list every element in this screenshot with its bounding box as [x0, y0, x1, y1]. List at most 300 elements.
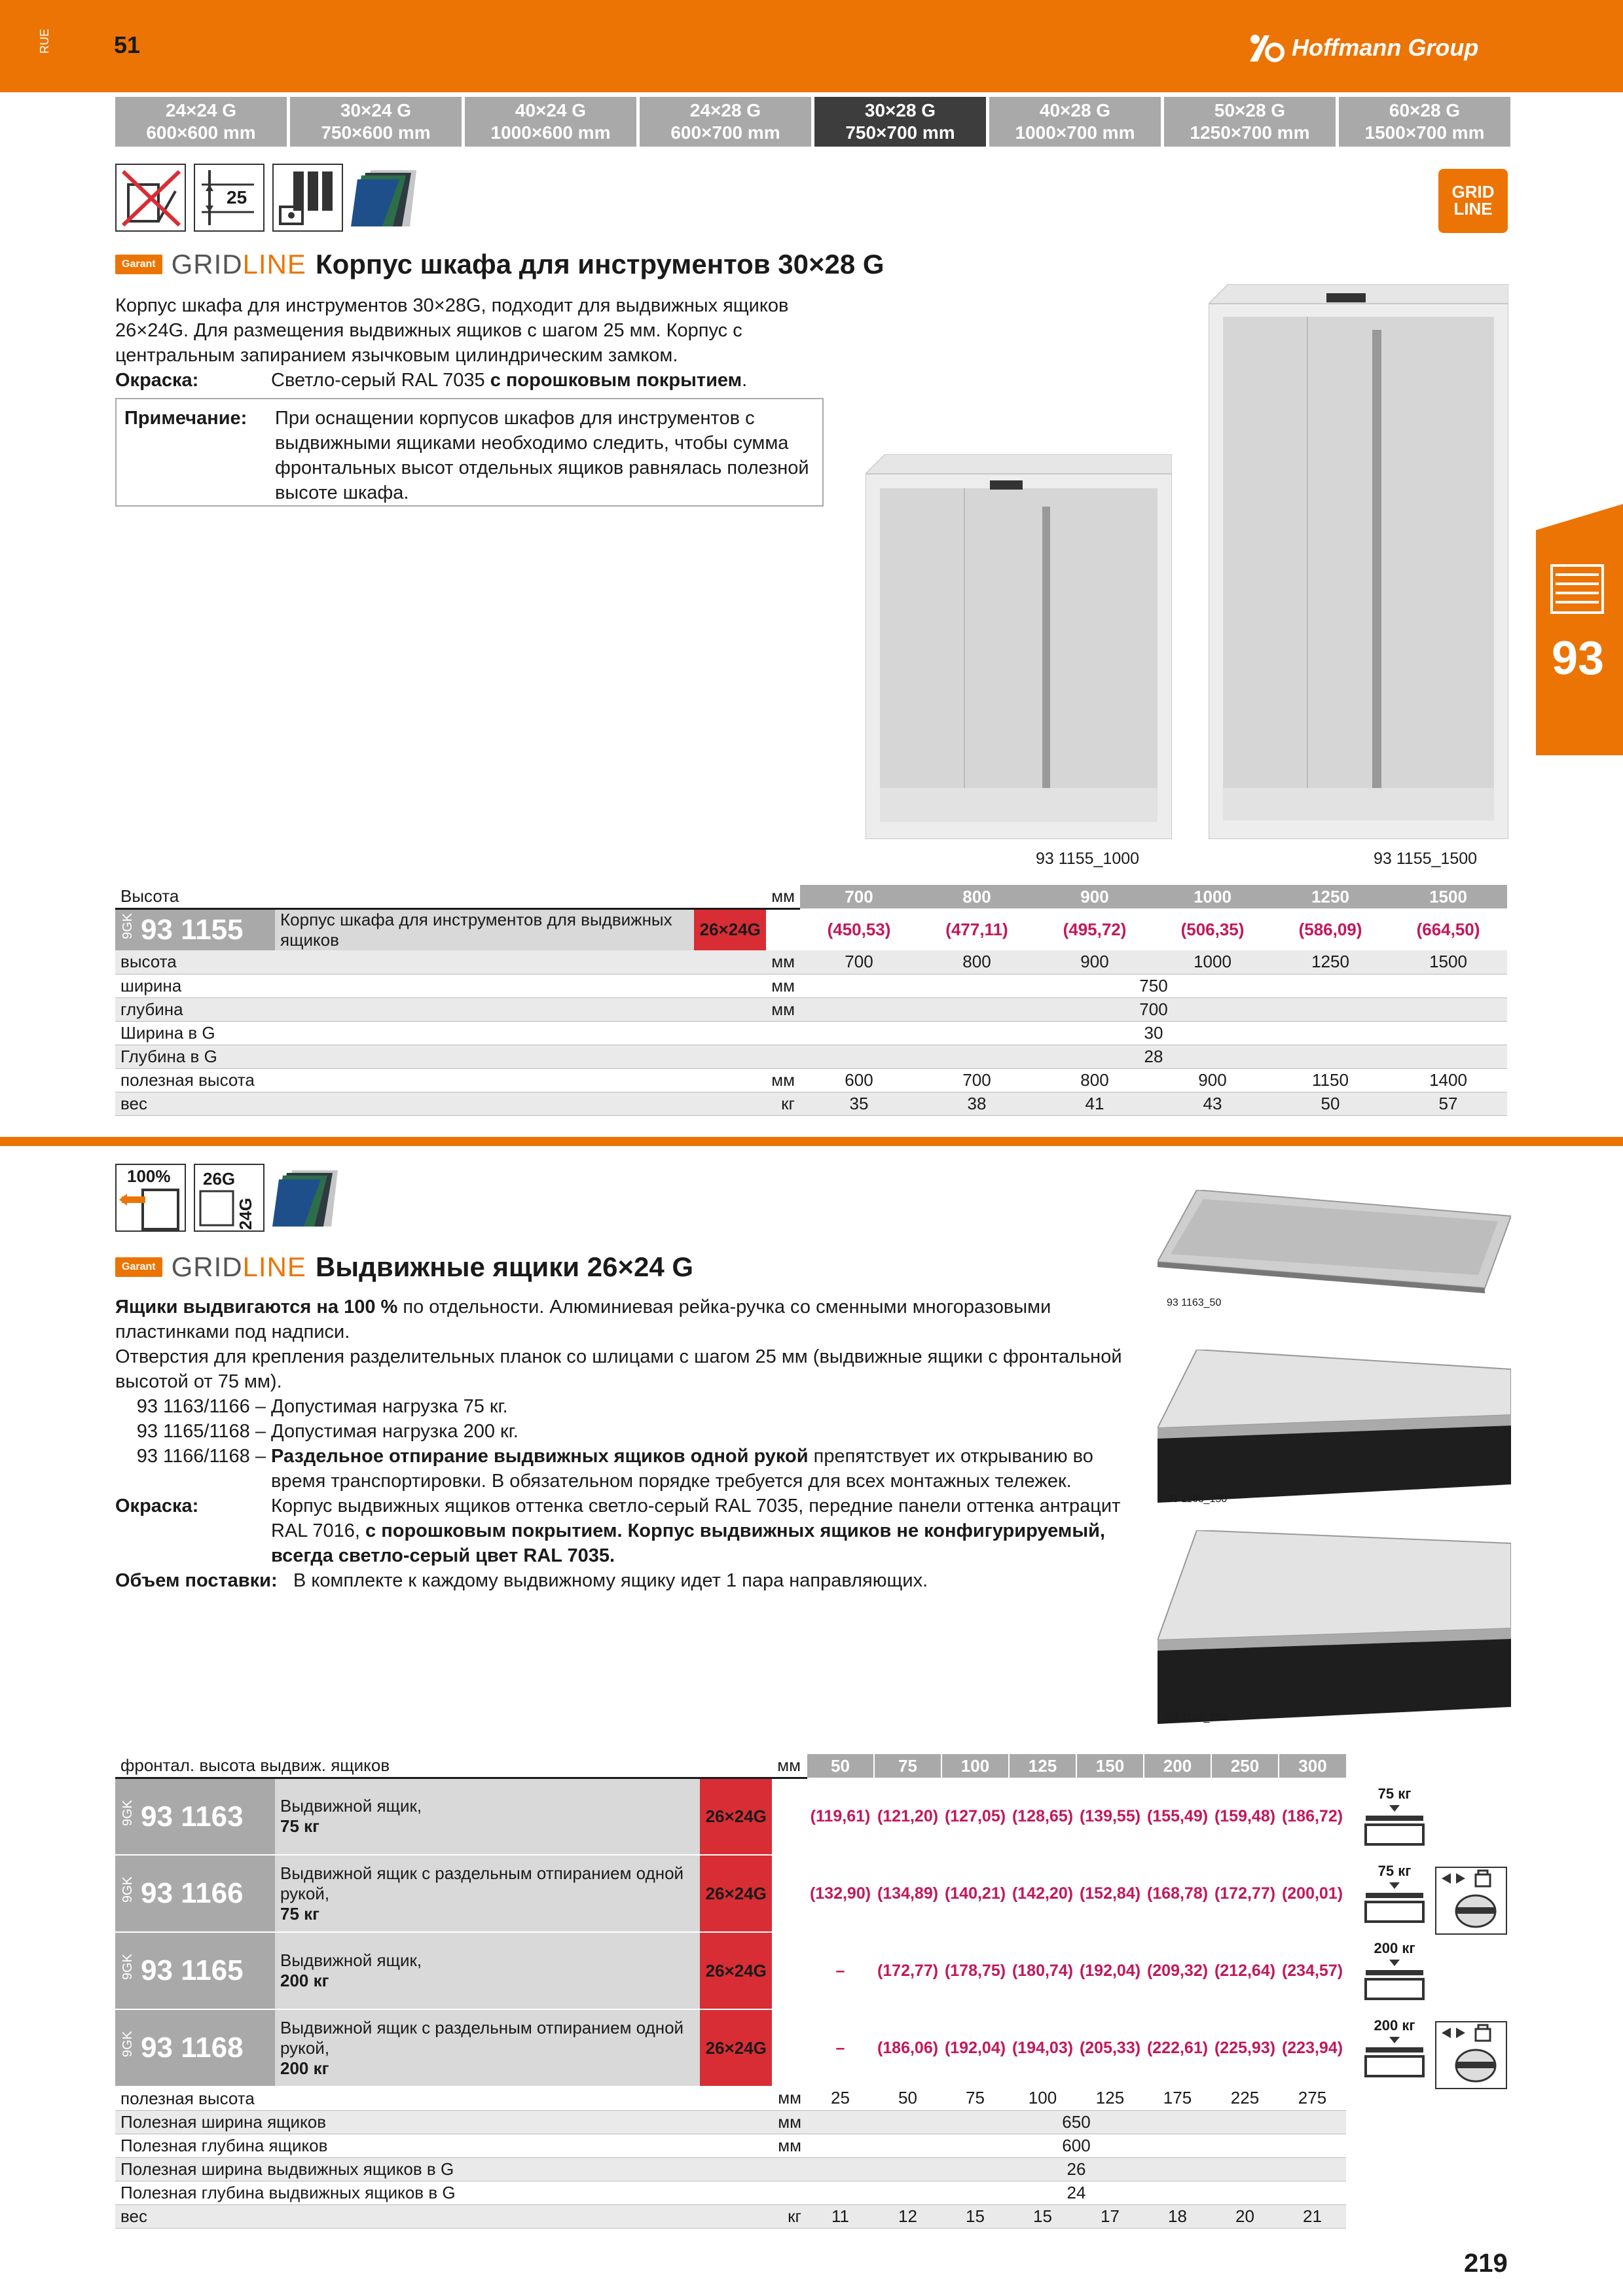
product-name [275, 1932, 700, 2009]
article-number: 93 1163 [141, 1800, 244, 1833]
product-row [115, 1855, 1346, 1932]
size-grid-label: 50×28 G [1214, 100, 1286, 120]
spec-value: 1500 [1389, 950, 1507, 974]
size-mm-label: 1250×700 mm [1190, 122, 1310, 143]
desc-p1 [115, 1295, 1123, 1319]
size-grid-label: 40×28 G [1039, 100, 1111, 120]
paint-label: Окраска: [115, 370, 199, 391]
price-cell: (192,04) [1076, 1932, 1144, 2009]
item-code: 93 1163/1166 – [136, 1396, 266, 1417]
spec-value: 600 [807, 2134, 1346, 2157]
gridline-b: LINE [242, 1251, 306, 1282]
garant-logo: Garant [115, 1257, 162, 1277]
column-header: 125 [1009, 1754, 1076, 1778]
spec-label: вес [115, 1092, 766, 1115]
spec-unit: мм [766, 997, 800, 1021]
article-cell [115, 908, 275, 950]
name-load: 200 кг [280, 1971, 329, 1990]
spec-value: 17 [1076, 2204, 1144, 2228]
item-line2: время транспортировки. В обязательном порядке требуется для всех монтажных тележек. [271, 1471, 1072, 1492]
article-prefix: 9GK [120, 2031, 135, 2058]
paint-text-bold: с порошковым покрытием [490, 370, 742, 391]
spec-row [115, 1068, 1507, 1092]
spec-value: 43 [1154, 1092, 1271, 1115]
item-text: Допустимая нагрузка 200 кг. [271, 1421, 519, 1442]
product-row [115, 2009, 1346, 2087]
section2-title: Выдвижные ящики 26×24 G [315, 1251, 694, 1282]
drawer-50-image [1158, 1190, 1511, 1293]
spec-row [115, 1045, 1507, 1068]
hoffmann-logo [1247, 33, 1478, 63]
one-hand-lock-icon [1435, 2021, 1507, 2089]
article-number: 93 1155 [141, 914, 244, 946]
spec-value: 1400 [1389, 1068, 1507, 1092]
name-line: Выдвижной ящик с раздельным отпиранием одной рукой, [280, 2017, 684, 2058]
item-code: 93 1165/1168 – [136, 1421, 266, 1442]
section1-description [115, 293, 848, 393]
price-cell: (180,74) [1009, 1932, 1076, 2009]
price-cell: (128,65) [1009, 1778, 1076, 1855]
pitch-25-icon [194, 164, 264, 232]
spec-row [115, 1021, 1507, 1045]
spacer [766, 908, 800, 950]
size-grid-label: 24×24 G [165, 100, 237, 120]
product-row [115, 908, 1507, 950]
price-cell: (194,03) [1009, 2009, 1076, 2087]
item-text: Допустимая нагрузка 75 кг. [271, 1396, 508, 1417]
size-mm-label: 750×700 mm [845, 122, 955, 143]
color-swatches-icon [351, 164, 422, 232]
spec-value: 900 [1154, 1068, 1271, 1092]
spec-row [115, 2087, 1346, 2110]
product-name [275, 2009, 700, 2087]
price-cell: (186,72) [1279, 1778, 1346, 1855]
header-unit: мм [766, 885, 800, 908]
load-capacity-icon [1360, 1785, 1429, 1854]
item-text: препятствует их открыванию во [808, 1446, 1093, 1467]
spec-value: 700 [918, 1068, 1036, 1092]
column-header: 200 [1144, 1754, 1211, 1778]
product-row [115, 1778, 1346, 1855]
image-caption: 93 1155_1000 [1036, 850, 1140, 868]
spec-value: 225 [1211, 2087, 1279, 2110]
extension-pct: 100% [127, 1166, 171, 1186]
size-grid-label: 30×24 G [340, 100, 412, 120]
spec-unit [772, 2157, 807, 2181]
size-label-2: 24G [236, 1198, 255, 1230]
spec-value: 1250 [1271, 950, 1389, 974]
spec-row [115, 1092, 1507, 1115]
paint-text [271, 368, 747, 393]
page-number: 219 [1464, 2249, 1508, 2278]
spec-value: 275 [1279, 2087, 1346, 2110]
spec-value: 700 [800, 950, 918, 974]
spacer [772, 1855, 807, 1932]
table-header-row [115, 885, 1507, 908]
price-cell: (223,94) [1279, 2009, 1346, 2087]
price-cell: – [807, 1932, 874, 2009]
price-cell: (225,93) [1211, 2009, 1279, 2087]
header-label: Высота [115, 885, 766, 908]
section1-heading [115, 249, 884, 280]
size-grid-label: 60×28 G [1389, 100, 1461, 120]
desc-line: центральным запиранием язычковым цилиндрическим замком. [115, 345, 678, 366]
chapter-number: 93 [1552, 632, 1605, 685]
column-header: 100 [941, 1754, 1009, 1778]
price-cell: (506,35) [1154, 908, 1271, 950]
spacer [772, 1932, 807, 2009]
spec-value: 24 [807, 2181, 1346, 2204]
spec-value: 125 [1076, 2087, 1144, 2110]
spec-value: 800 [918, 950, 1036, 974]
spec-value: 1000 [1154, 950, 1271, 974]
price-cell: (200,01) [1279, 1855, 1346, 1932]
name-load: 200 кг [280, 2058, 329, 2078]
spec-row [115, 974, 1507, 997]
section2-heading [115, 1251, 693, 1283]
size-mm-label: 1000×700 mm [1015, 122, 1135, 143]
column-header: 1500 [1389, 885, 1507, 908]
full-extension-icon [115, 1164, 186, 1232]
language-code: RUE [38, 29, 51, 54]
price-cell: (121,20) [874, 1778, 941, 1855]
spec-value: 1150 [1271, 1068, 1389, 1092]
central-lock-icon [272, 164, 343, 232]
spec-label: полезная высота [115, 1068, 766, 1092]
drawer-150-image [1158, 1350, 1511, 1503]
spec-unit [766, 1021, 800, 1045]
spec-value: 12 [874, 2204, 941, 2228]
gridline-logo [172, 249, 306, 280]
price-cell: (139,55) [1076, 1778, 1144, 1855]
spec-label: Ширина в G [115, 1021, 766, 1045]
paint-line-plain: RAL 7016, [271, 1520, 366, 1541]
price-cell: (450,53) [800, 908, 918, 950]
price-cell: – [807, 2009, 874, 2087]
price-cell: (192,04) [941, 2009, 1009, 2087]
price-cell: (119,61) [807, 1778, 874, 1855]
spec-row [115, 2181, 1346, 2204]
garant-logo: Garant [115, 255, 162, 274]
load-capacity-icon [1360, 2017, 1429, 2085]
spec-value: 650 [807, 2110, 1346, 2134]
spec-value: 20 [1211, 2204, 1279, 2228]
one-hand-lock-icon [1435, 1867, 1507, 1935]
class-badge: 26×24G [700, 1932, 772, 2009]
load-item [115, 1444, 1123, 1469]
image-caption: 93 1163_150 [1167, 1494, 1228, 1505]
spec-value: 50 [1271, 1092, 1389, 1115]
column-header: 800 [918, 885, 1036, 908]
spec-unit: мм [766, 974, 800, 997]
spec-value: 800 [1036, 1068, 1154, 1092]
spec-unit: мм [772, 2110, 807, 2134]
spec-label: Полезная ширина выдвижных ящиков в G [115, 2157, 772, 2181]
price-cell: (142,20) [1009, 1855, 1076, 1932]
name-load: 75 кг [280, 1816, 319, 1837]
paint-line: Корпус выдвижных ящиков оттенка светло-серый RAL 7035, передние панели оттенка антрацит [271, 1496, 1121, 1516]
load-value: 75 кг [1377, 1863, 1412, 1879]
size-tab[interactable] [640, 97, 811, 147]
article-number: 93 1165 [141, 1954, 244, 1987]
class-badge: 26×24G [700, 2009, 772, 2087]
note-label: Примечание: [124, 408, 247, 429]
desc-line: пластинками под надписи. [115, 1321, 350, 1342]
size-tab[interactable] [115, 97, 287, 147]
size-grid-label: 40×24 G [515, 100, 587, 120]
load-item [115, 1394, 1123, 1419]
spec-label: ширина [115, 974, 766, 997]
gridline-logo [172, 1251, 306, 1283]
spec-label: Глубина в G [115, 1045, 766, 1068]
drawer-250-image [1158, 1530, 1511, 1724]
size-mm-label: 600×600 mm [146, 122, 256, 143]
spec-value: 18 [1144, 2204, 1211, 2228]
desc-line: Отверстия для крепления разделительных планок со шлицами с шагом 25 мм (выдвижные ящики с фронтальной [115, 1346, 1122, 1367]
price-cell: (664,50) [1389, 908, 1507, 950]
product-name: Корпус шкафа для инструментов для выдвижных ящиков [275, 908, 694, 950]
supply-label: Объем поставки: [115, 1570, 278, 1591]
article-cell [115, 2009, 275, 2087]
price-cell: (186,06) [874, 2009, 941, 2087]
spec-unit: мм [772, 2087, 807, 2110]
spec-value: 25 [807, 2087, 874, 2110]
size-grid-label: 24×28 G [689, 100, 761, 120]
price-cell: (178,75) [941, 1932, 1009, 2009]
image-caption: 93 1163_50 [1167, 1297, 1222, 1308]
brand-name: Hoffmann Group [1292, 34, 1479, 61]
spec-row [115, 2134, 1346, 2157]
spec-value: 175 [1144, 2087, 1211, 2110]
pitch-value: 25 [227, 187, 247, 207]
supply-row [115, 1568, 1123, 1593]
spec-row [115, 2157, 1346, 2181]
price-cell: (477,11) [918, 908, 1036, 950]
desc-line: высотой от 75 мм). [115, 1371, 282, 1392]
spec-unit: мм [766, 1068, 800, 1092]
load-value: 75 кг [1377, 1785, 1412, 1802]
price-cell: (222,61) [1144, 2009, 1211, 2087]
size-tab[interactable] [814, 97, 986, 147]
size-mm-label: 600×700 mm [670, 122, 780, 143]
paint-end: . [742, 370, 748, 391]
note-line: выдвижными ящиками необходимо следить, чтобы сумма [275, 433, 789, 454]
spec-unit: мм [766, 950, 800, 974]
header-unit: мм [772, 1754, 807, 1778]
name-line: Выдвижной ящик с раздельным отпиранием одной рукой, [280, 1863, 684, 1903]
no-tipping-icon [115, 164, 186, 232]
spec-value: 38 [918, 1092, 1036, 1115]
price-cell: (152,84) [1076, 1855, 1144, 1932]
note-line: фронтальных высот отдельных ящиков равнялась полезной [275, 457, 809, 478]
spacer [772, 2009, 807, 2087]
spec-value: 700 [800, 997, 1507, 1021]
hoffmann-logo-icon [1247, 33, 1285, 63]
size-mm-label: 750×600 mm [321, 122, 431, 143]
drawer-cabinet-icon [1549, 563, 1605, 619]
article-prefix: 9GK [120, 1876, 135, 1903]
price-cell: (212,64) [1211, 1932, 1279, 2009]
cabinet-table [115, 885, 1507, 1116]
spec-unit: кг [766, 1092, 800, 1115]
cabinet-1500-image [1209, 284, 1508, 839]
name-line: Выдвижной ящик, [280, 1796, 422, 1816]
spacer [772, 1778, 807, 1855]
article-cell [115, 1778, 275, 1855]
price-cell: (134,89) [874, 1855, 941, 1932]
spec-label: вес [115, 2204, 772, 2228]
size-tab[interactable] [1164, 97, 1336, 147]
column-header: 75 [874, 1754, 941, 1778]
spec-row [115, 2110, 1346, 2134]
supply-text: В комплекте к каждому выдвижному ящику идет 1 пара направляющих. [293, 1570, 928, 1591]
load-item [115, 1419, 1123, 1444]
spec-unit: кг [772, 2204, 807, 2228]
load-capacity-icon [1360, 1940, 1429, 2008]
product-name [275, 1778, 700, 1855]
size-label-1: 26G [203, 1169, 236, 1189]
spec-value: 750 [800, 974, 1507, 997]
section1-title: Корпус шкафа для инструментов 30×28 G [315, 249, 884, 279]
spec-value: 26 [807, 2157, 1346, 2181]
price-cell: (586,09) [1271, 908, 1389, 950]
p1-bold: Ящики выдвигаются на 100 % [115, 1297, 398, 1318]
item-code: 93 1166/1168 – [136, 1446, 266, 1467]
size-mm-label: 1500×700 mm [1364, 122, 1485, 143]
column-header: 1250 [1271, 885, 1389, 908]
spec-value: 900 [1036, 950, 1154, 974]
spec-value: 50 [874, 2087, 941, 2110]
spec-label: глубина [115, 997, 766, 1021]
column-header: 50 [807, 1754, 874, 1778]
load-capacity-icon [1360, 1863, 1429, 1931]
spec-value: 30 [800, 1021, 1507, 1045]
spec-row [115, 997, 1507, 1021]
spec-label: Полезная ширина ящиков [115, 2110, 772, 2134]
size-tab[interactable] [465, 97, 636, 147]
chapter-tab [1536, 504, 1623, 755]
spec-label: полезная высота [115, 2087, 772, 2110]
paint-text-plain: Светло-серый RAL 7035 [271, 370, 490, 391]
badge-line-2: LINE [1453, 199, 1493, 219]
article-cell [115, 1932, 275, 2009]
desc-line: 26×24G. Для размещения выдвижных ящиков с шагом 25 мм. Корпус с [115, 320, 742, 341]
spec-value: 28 [800, 1045, 1507, 1068]
size-tab[interactable] [989, 97, 1161, 147]
article-prefix: 9GK [120, 1954, 135, 1981]
spec-unit [766, 1045, 800, 1068]
spec-row [115, 950, 1507, 974]
name-line: Выдвижной ящик, [280, 1950, 422, 1970]
note-line: высоте шкафа. [275, 482, 409, 503]
color-swatches-icon [272, 1164, 343, 1232]
price-cell: (495,72) [1036, 908, 1154, 950]
spec-value: 11 [807, 2204, 874, 2228]
badge-line-1: GRID [1451, 182, 1495, 202]
spec-label: Полезная глубина выдвижных ящиков в G [115, 2181, 772, 2204]
paint-label: Окраска: [115, 1496, 199, 1516]
class-badge: 26×24G [694, 908, 766, 950]
spec-value: 15 [1009, 2204, 1076, 2228]
article-prefix: 9GK [120, 1799, 135, 1826]
paint-text [271, 1494, 1120, 1568]
image-caption: 93 1155_1500 [1374, 850, 1478, 868]
cabinet-1000-image [866, 454, 1172, 839]
p1-rest: по отдельности. Алюминиевая рейка-ручка со сменными многоразовыми [397, 1297, 1051, 1318]
column-header: 900 [1036, 885, 1154, 908]
price-cell: (172,77) [1211, 1855, 1279, 1932]
product-row [115, 1932, 1346, 2009]
drawer-feature-icons [115, 1164, 343, 1232]
size-selector [115, 97, 1510, 147]
price-cell: (127,05) [941, 1778, 1009, 1855]
column-header: 1000 [1154, 885, 1271, 908]
price-cell: (209,32) [1144, 1932, 1211, 2009]
gridline-badge [1438, 169, 1508, 233]
price-cell: (140,21) [941, 1855, 1009, 1932]
load-value: 200 кг [1374, 2017, 1415, 2034]
class-badge: 26×24G [700, 1778, 772, 1855]
spec-value: 41 [1036, 1092, 1154, 1115]
section-separator [0, 1137, 1623, 1146]
paint-line-bold: с порошковым покрытием. Корпус выдвижных ящиков не конфигурируемый, [365, 1520, 1105, 1541]
image-caption: 93 1163_250 [1167, 1712, 1228, 1723]
size-grid-label: 30×28 G [864, 100, 936, 120]
spec-value: 15 [941, 2204, 1009, 2228]
column-header: 300 [1279, 1754, 1346, 1778]
price-cell: (205,33) [1076, 2009, 1144, 2087]
catalog-page-number: 51 [114, 31, 141, 58]
paint-row [115, 368, 848, 393]
gridline-b: LINE [242, 249, 306, 279]
note-box [115, 398, 824, 507]
price-cell: (159,48) [1211, 1778, 1279, 1855]
price-cell: (132,90) [807, 1855, 874, 1932]
gridline-a: GRID [171, 1251, 243, 1282]
spec-label: высота [115, 950, 766, 974]
size-mm-label: 1000×600 mm [490, 122, 611, 143]
name-load: 75 кг [280, 1903, 319, 1924]
header-label: фронтал. высота выдвиж. ящиков [115, 1754, 772, 1778]
column-header: 700 [800, 885, 918, 908]
note-line: При оснащении корпусов шкафов для инструментов с [275, 408, 755, 429]
column-header: 250 [1211, 1754, 1279, 1778]
spec-value: 57 [1389, 1092, 1507, 1115]
article-number: 93 1166 [141, 1877, 244, 1910]
spec-value: 600 [800, 1068, 918, 1092]
feature-icons [115, 164, 422, 232]
product-name [275, 1855, 700, 1932]
price-cell: (168,78) [1144, 1855, 1211, 1932]
class-badge: 26×24G [700, 1855, 772, 1932]
drawer-size-icon [194, 1164, 264, 1232]
article-number: 93 1168 [141, 2032, 244, 2064]
spec-value: 21 [1279, 2204, 1346, 2228]
size-tab[interactable] [290, 97, 462, 147]
desc-line: Корпус шкафа для инструментов 30×28G, подходит для выдвижных ящиков [115, 295, 789, 316]
price-cell: (234,57) [1279, 1932, 1346, 2009]
price-cell: (155,49) [1144, 1778, 1211, 1855]
price-cell: (172,77) [874, 1932, 941, 2009]
drawer-table [115, 1754, 1346, 2229]
note-text [275, 406, 809, 503]
paint-row [115, 1494, 1123, 1568]
spec-unit: мм [772, 2134, 807, 2157]
article-prefix: 9GK [120, 913, 135, 940]
size-tab[interactable] [1339, 97, 1510, 147]
spec-label: Полезная глубина ящиков [115, 2134, 772, 2157]
spec-value: 75 [941, 2087, 1009, 2110]
